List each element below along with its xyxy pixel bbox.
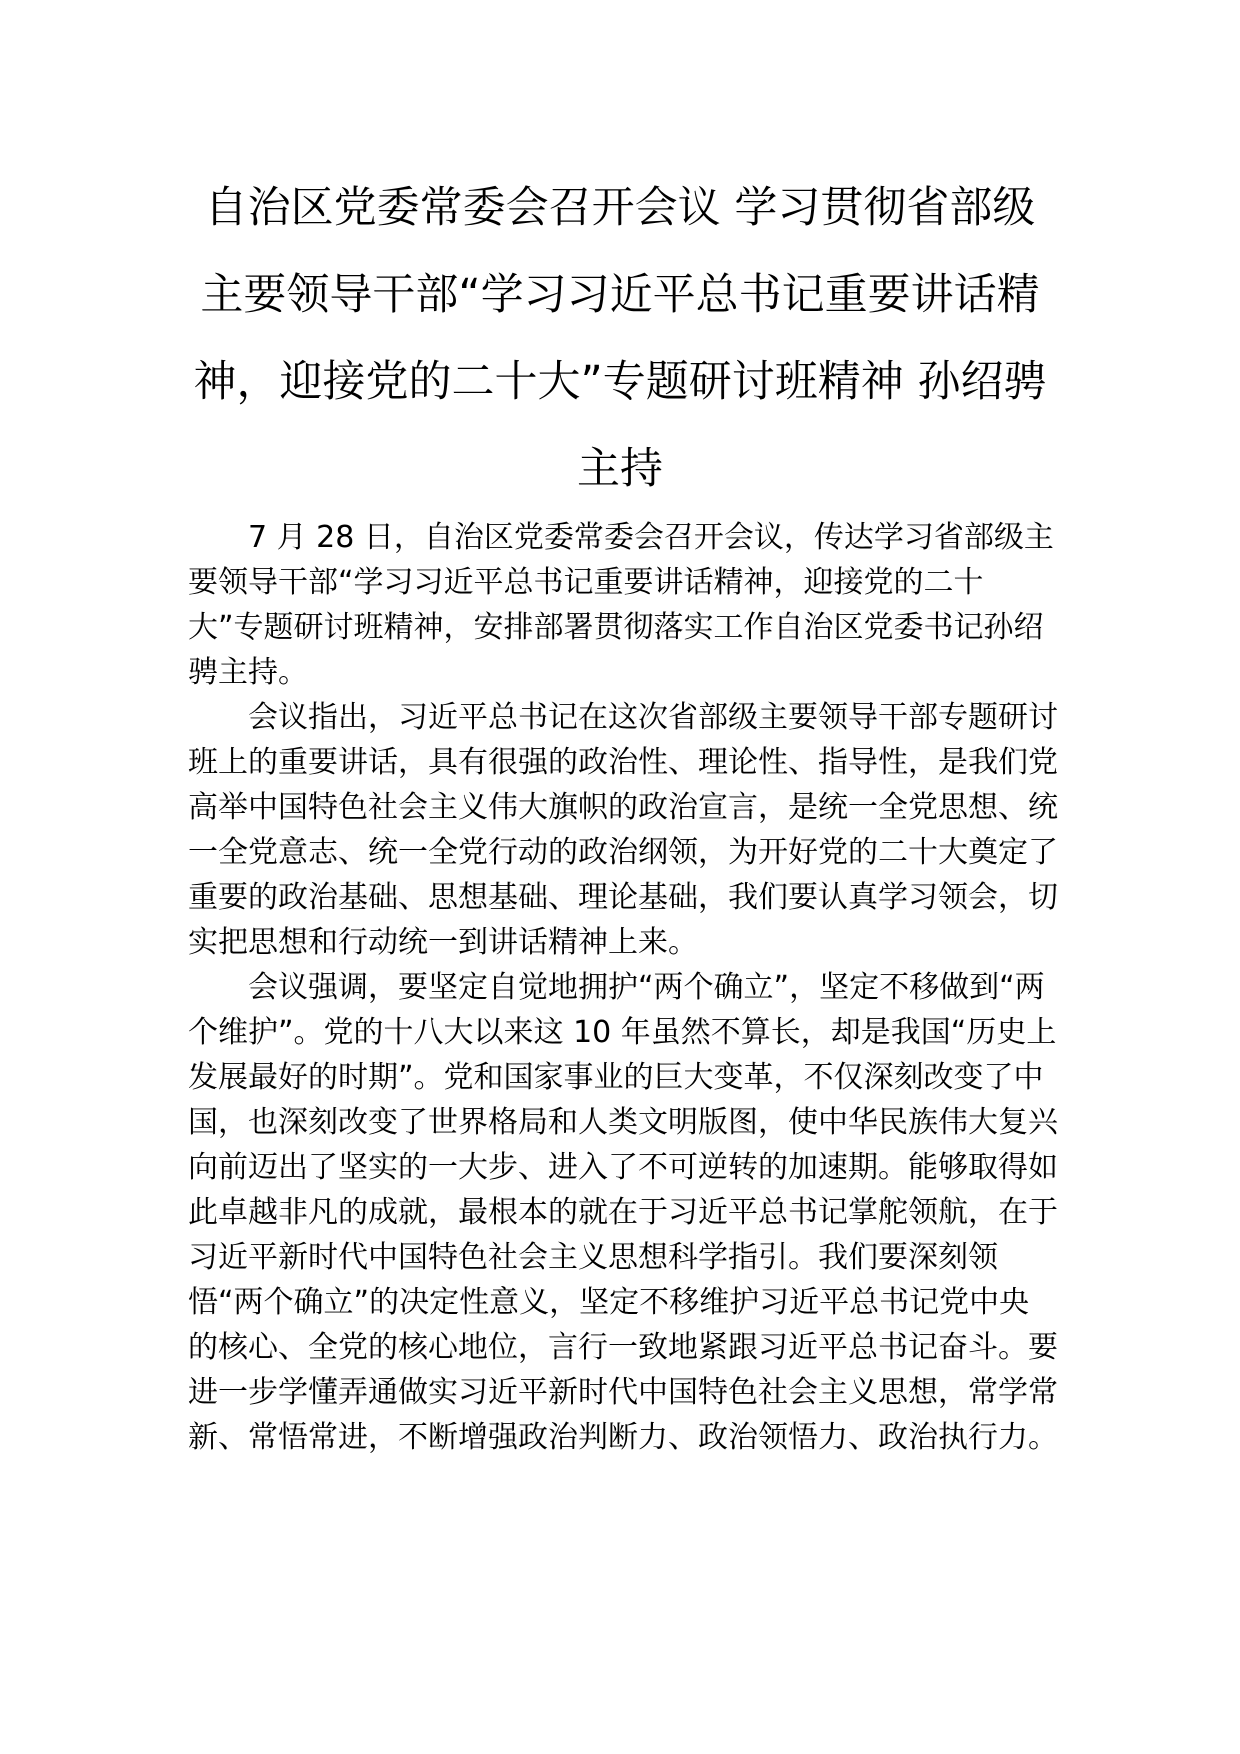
paragraph-2: 会议指出，习近平总书记在这次省部级主要领导干部专题研讨班上的重要讲话，具有很强的政治性、理论性、指导性，是我们党高举中国特色社会主义伟大旗帜的政治宣言，是统一全党思想、统一全党意志、统一全党行动的政治纲领，为开好党的二十大奠定了重要的政治基础、思想基础、理论基础，我们要认真学习领会，切实把思想和行动统一到讲话精神上来。: [188, 700, 1058, 960]
paragraph-1: 7 月 28 日，自治区党委常委会召开会议，传达学习省部级主要领导干部“学习习近平总书记重要讲话精神，迎接党的二十大”专题研讨班精神，安排部署贯彻落实工作自治区党委书记孙绍骋主持。: [188, 520, 1054, 690]
paragraph-3: 会议强调，要坚定自觉地拥护“两个确立”，坚定不移做到“两个维护”。党的十八大以来这 10 年虽然不算长，却是我国“历史上发展最好的时期”。党和国家事业的巨大变革，不仅深刻改变了中国，也深刻改变了世界格局和人类文明版图，使中华民族伟大复兴向前迈出了坚实的一大步、进入了不可逆转的加速期。能够取得如此卓越非凡的成就，最根本的就在于习近平总书记掌舵领航，在于习近平新时代中国特色社会主义思想科学指引。我们要深刻领悟“两个确立”的决定性意义，坚定不移维护习近平总书记党中央的核心、全党的核心地位，言行一致地紧跟习近平总书记奋斗。要进一步学懂弄通做实习近平新时代中国特色社会主义思想，常学常新、常悟常进，不断增强政治判断力、政治领悟力、政治执行力。: [188, 970, 1058, 1455]
document-body: [188, 515, 1058, 1460]
document-title: 自治区党委常委会召开会议 学习贯彻省部级主要领导干部“学习习近平总书记重要讲话精神，迎接党的二十大”专题研讨班精神 孙绍骋主持: [193, 183, 1047, 494]
